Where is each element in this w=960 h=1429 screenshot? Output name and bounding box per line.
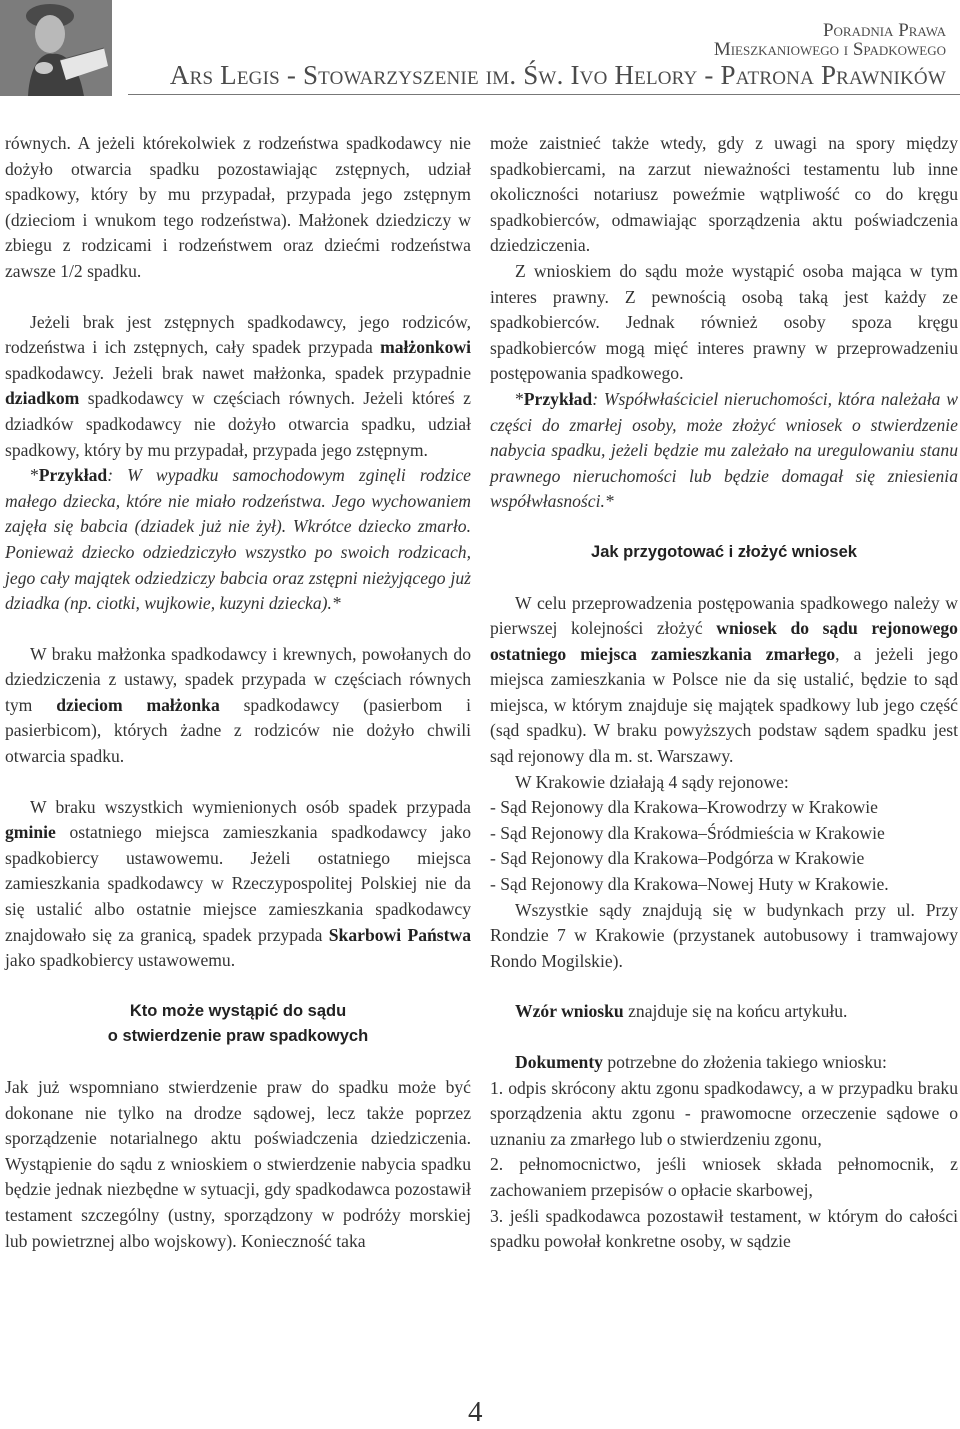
- paragraph: może zaistnieć także wtedy, gdy z uwagi na spory między spadkobiercami, na zarzut nieważności testamentu lub inne okoliczności notariusz poweźmie wątpliwość co do kręgu spadkobierców, odmawiając sporządzenia aktu poświadczenia dziedziczenia.: [490, 133, 958, 256]
- paragraph: W braku wszystkich wymienionych osób spadek przypada gminie ostatniego miejsca zamieszkania spadkodawcy jako spadkobiercy ustawowemu. Jeżeli ostatniego miejsca zamieszkania spadkodawcy w Rzeczypospolitej Polskiej nie da się ustalić albo ostatnie miejsce zamieszkania spadkodawcy znajdowało się za granicą, spadek przypada Skarbowi Państwa jako spadkobiercy ustawowemu.: [5, 796, 471, 971]
- example-paragraph: *Przykład: W wypadku samochodowym zginęli rodzice małego dziecka, które nie miało rodzeństwa. Jego wychowaniem zajęła się babcia (dziadek już nie żył). Wkrótce dziecko zmarło. Ponieważ dziecko odziedziczyło wszystko po swoich rodzicach, jego cały majątek odziedziczy babcia oraz zstępni nieżyjącego już dziadka (np. ciotki, wujkowie, kuzyni dziecka).*: [5, 465, 471, 614]
- page-number: 4: [468, 1396, 483, 1428]
- saint-portrait-logo: [0, 0, 112, 96]
- paragraph: W celu przeprowadzenia postępowania spadkowego należy w pierwszej kolejności złożyć wniosek do sądu rejonowego ostatniego miejsca zamieszkania zmarłego, a jeżeli jego miejsca zamieszkania w Polsce nie da się ustalić, będzie to sąd miejsca, w którym znajduje się majątek spadkowy lub jego część (sąd spadku). W braku powyższych podstaw sądem spadku jest sąd rejonowy dla m. st. Warszawy.: [490, 592, 958, 767]
- header-divider: [128, 94, 960, 95]
- paragraph: Dokumenty potrzebne do złożenia takiego wniosku:: [515, 1052, 887, 1072]
- list-item: 2. pełnomocnictwo, jeśli wniosek składa pełnomocnik, z zachowaniem przepisów o opłacie skarbowej,: [490, 1154, 958, 1200]
- header-organization-name: Ars Legis - Stowarzyszenie im. Św. Ivo Helory - Patrona Prawników: [169, 60, 946, 90]
- paragraph: W braku małżonka spadkodawcy i krewnych, powołanych do dziedziczenia z ustawy, spadek przypada w częściach równych tym dzieciom małżonka spadkodawcy (pasierbom i pasierbicom), których żadne z rodziców nie dożyło chwili otwarcia spadku.: [5, 643, 471, 767]
- paragraph: W Krakowie działają 4 sądy rejonowe:: [515, 771, 789, 792]
- header-title-line-2: Mieszkaniowego i Spadkowego: [713, 39, 946, 60]
- paragraph: Jeżeli brak jest zstępnych spadkodawcy, jego rodziców, rodzeństwa i ich zstępnych, cały spadek przypada małżonkowi spadkodawcy. Jeżeli brak nawet małżonka, spadek przypadnie dziadkom spadkodawcy w częściach równych. Jeżeli któreś z dziadków spadkodawcy nie dożyło otwarcia spadku, udział spadkowy, który by mu przypadał, przypada jego zstępnym.: [5, 311, 471, 460]
- paragraph: Wzór wniosku znajduje się na końcu artykułu.: [515, 1001, 848, 1022]
- paragraph: Z wnioskiem do sądu może wystąpić osoba mająca w tym interes prawny. Z pewnością osobą taką jest każdy ze spadkobierców. Jednak również osoby spoza kręgu spadkobierców mogą mięć interes prawny w przeprowadzeniu postępowania spadkowego.: [490, 260, 958, 384]
- list-item: - Sąd Rejonowy dla Krakowa–Śródmieścia w Krakowie: [490, 822, 885, 843]
- list-item: - Sąd Rejonowy dla Krakowa–Krowodrzy w Krakowie: [490, 797, 878, 818]
- section-heading: Jak przygotować i złożyć wniosek: [591, 542, 857, 561]
- paragraph: Wszystkie sądy znajdują się w budynkach przy ul. Przy Rondzie 7 w Krakowie (przystanek autobusowy i tramwajowy Rondo Mogilskie).: [490, 899, 958, 971]
- paragraph: Jak już wspomniano stwierdzenie praw do spadku może być dokonane nie tylko na drodze sądowej, lecz także poprzez sporządzenie notarialnego aktu poświadczenia dziedziczenia. Wystąpienie do sądu z wnioskiem o stwierdzenie nabycia spadku będzie jednak niezbędne w sytuacji, gdy spadkodawca pozostawił testament szczególny (ustny, sporządzony w podróży morskiej lub powietrznej albo wojskowy). Konieczność taka: [5, 1077, 471, 1251]
- right-column: [490, 131, 958, 1255]
- example-paragraph: *Przykład: Współwłaściciel nieruchomości, która należała w części do zmarłej osoby, może złożyć wniosek o stwierdzenie nabycia spadku, jeżeli będzie mu zależało na uregulowaniu stanu prawnego nieruchomości lub będzie domagał się zniesienia współwłasności.*: [490, 388, 958, 512]
- list-item: 3. jeśli spadkodawca pozostawił testament, w którym do całości spadku powołał konkretne osoby, w sądzie: [490, 1205, 958, 1252]
- header-title-line-1: Poradnia Prawa: [822, 20, 946, 41]
- document-list: [490, 1076, 958, 1255]
- list-item: - Sąd Rejonowy dla Krakowa–Nowej Huty w Krakowie.: [490, 874, 889, 895]
- section-heading: Kto może wystąpić do sądu o stwierdzenie praw spadkowych: [107, 1001, 369, 1046]
- list-item: 1. odpis skrócony aktu zgonu spadkodawcy, a w przypadku braku sporządzenia aktu zgonu - prawomocne orzeczenie sądowe o uznaniu za zmarłego lub o stwierdzeniu zgonu,: [490, 1077, 958, 1149]
- list-item: - Sąd Rejonowy dla Krakowa–Podgórza w Krakowie: [490, 848, 865, 869]
- court-list: [490, 795, 958, 897]
- paragraph: równych. A jeżeli którekolwiek z rodzeństwa spadkodawcy nie dożyło otwarcia spadku pozostawiając zstępnych, udział spadkowy, który by mu przypadał, przypada jego zstępnym (dzieciom i wnukom tego rodzeństwa). Małżonek dziedziczy w zbiegu z rodzicami i rodzeństwem oraz dziećmi rodzeństwa zawsze 1/2 spadku.: [5, 133, 471, 281]
- left-column: [5, 131, 471, 1254]
